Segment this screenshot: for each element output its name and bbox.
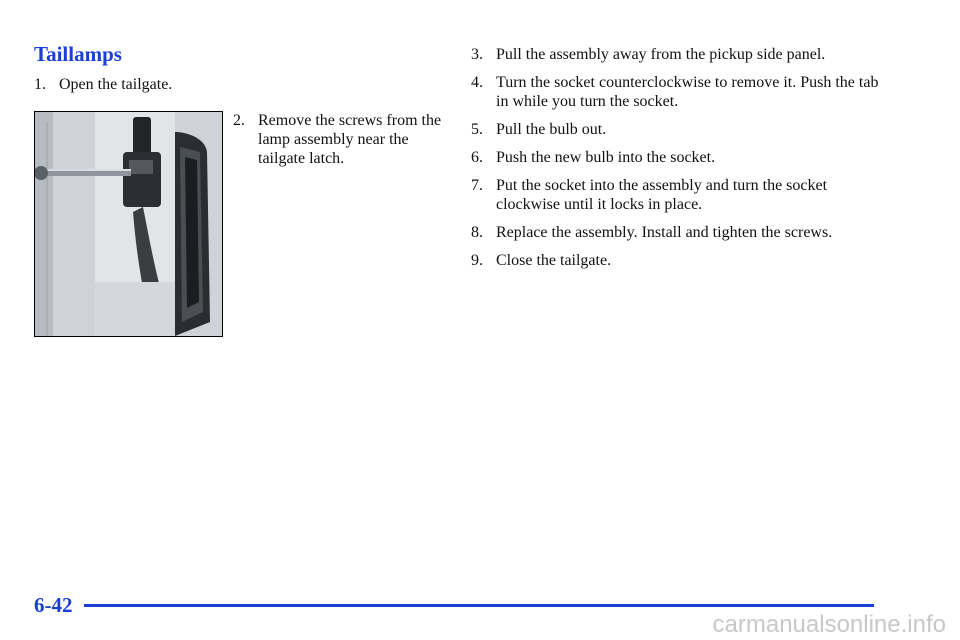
step-6 — [471, 148, 891, 167]
page-number: 6-42 — [34, 593, 73, 617]
step-9 — [471, 251, 891, 270]
step-text: Remove the screws from the lamp assembly near the tailgate latch. — [258, 112, 442, 167]
step-text: Pull the assembly away from the pickup side panel. — [496, 46, 826, 63]
step-number: 3. — [471, 46, 483, 63]
step-2 — [233, 111, 448, 168]
step-text: Close the tailgate. — [496, 252, 612, 269]
step-text: Open the tailgate. — [59, 76, 173, 93]
step-number: 5. — [471, 121, 483, 138]
step-8 — [471, 223, 891, 242]
step-text: Replace the assembly. Install and tighten the screws. — [496, 224, 833, 241]
step-text: Turn the socket counterclockwise to remove it. Push the tab in while you turn the socket. — [496, 74, 879, 110]
step-5 — [471, 120, 891, 139]
taillamp-photo — [34, 111, 223, 337]
step-number: 8. — [471, 224, 483, 241]
step-number: 7. — [471, 177, 483, 194]
taillamp-photo-illustration — [35, 112, 222, 336]
step-4 — [471, 73, 891, 111]
step-text: Put the socket into the assembly and turn the socket clockwise until it locks in place. — [496, 177, 828, 213]
step-text: Pull the bulb out. — [496, 121, 607, 138]
step-number: 6. — [471, 149, 483, 166]
footer-rule — [84, 604, 874, 607]
step-number: 9. — [471, 252, 483, 269]
step-number: 4. — [471, 74, 483, 91]
step-3 — [471, 45, 891, 64]
section-title: Taillamps — [34, 42, 122, 66]
step-number: 1. — [34, 76, 46, 93]
step-1 — [34, 75, 234, 94]
steps-column-right — [471, 45, 891, 279]
step-7 — [471, 176, 891, 214]
step-number: 2. — [233, 112, 245, 129]
step-text: Push the new bulb into the socket. — [496, 149, 716, 166]
watermark: carmanualsonline.info — [712, 611, 946, 638]
